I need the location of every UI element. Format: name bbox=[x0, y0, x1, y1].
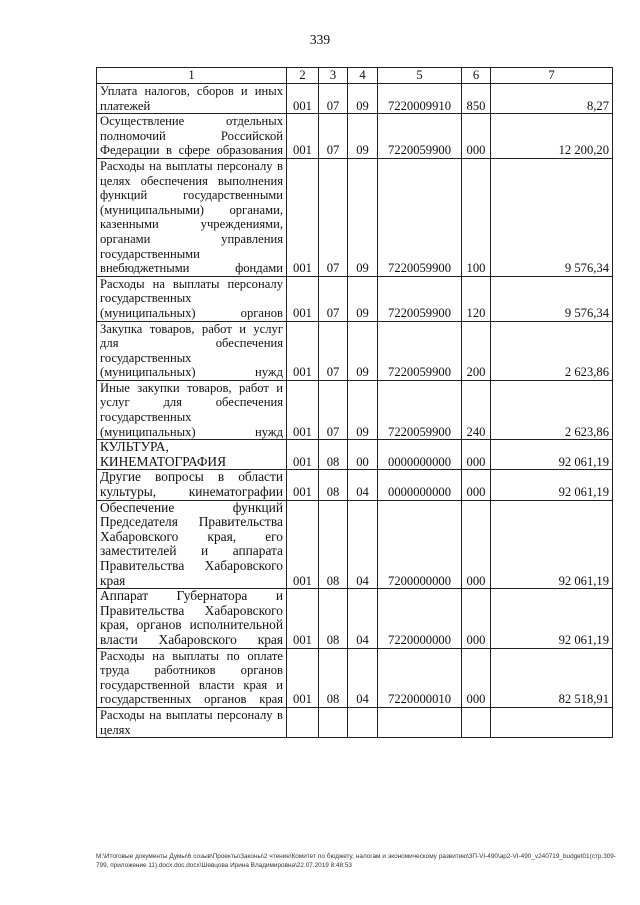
row-name: Расходы на выплаты по оплате труда работников органов государственной власти края и государственных органов края bbox=[97, 648, 287, 707]
cell-code-6: 000 bbox=[462, 114, 491, 159]
cell-code-6: 000 bbox=[462, 470, 491, 500]
cell-code-6 bbox=[462, 707, 491, 737]
row-name: КУЛЬТУРА, КИНЕМАТОГРАФИЯ bbox=[97, 440, 287, 470]
cell-amount: 9 576,34 bbox=[491, 158, 613, 276]
row-name: Осуществление отдельных полномочий Российской Федерации в сфере образования bbox=[97, 114, 287, 159]
row-name: Обеспечение функций Председателя Правительства Хабаровского края, его заместителей и аппарата Правительства Хабаровского края bbox=[97, 500, 287, 589]
table-row bbox=[97, 380, 613, 439]
cell-code-6: 200 bbox=[462, 321, 491, 380]
cell-code-3: 07 bbox=[319, 276, 348, 321]
cell-code-3: 07 bbox=[319, 380, 348, 439]
cell-code-5 bbox=[378, 707, 462, 737]
row-name: Уплата налогов, сборов и иных платежей bbox=[97, 84, 287, 114]
table-row bbox=[97, 114, 613, 159]
cell-code-6: 000 bbox=[462, 440, 491, 470]
cell-amount: 92 061,19 bbox=[491, 470, 613, 500]
cell-code-4: 09 bbox=[348, 114, 378, 159]
cell-code-3: 07 bbox=[319, 158, 348, 276]
column-header: 2 bbox=[287, 68, 319, 84]
cell-code-4: 04 bbox=[348, 470, 378, 500]
cell-amount: 2 623,86 bbox=[491, 380, 613, 439]
cell-amount: 92 061,19 bbox=[491, 589, 613, 648]
cell-code-2: 001 bbox=[287, 589, 319, 648]
row-name: Расходы на выплаты персоналу в целях bbox=[97, 707, 287, 737]
table-header-row bbox=[97, 68, 613, 84]
cell-amount: 2 623,86 bbox=[491, 321, 613, 380]
cell-code-2: 001 bbox=[287, 114, 319, 159]
cell-code-3: 07 bbox=[319, 114, 348, 159]
cell-code-4: 04 bbox=[348, 589, 378, 648]
column-header: 5 bbox=[378, 68, 462, 84]
table-row bbox=[97, 707, 613, 737]
cell-code-6: 850 bbox=[462, 84, 491, 114]
cell-amount: 12 200,20 bbox=[491, 114, 613, 159]
document-path-footer: M:\Итоговые документы Думы\6 созыв\Проекты\Законы\2 чтение\Комитет по бюджету, налогам и экономическому развитию\3П-VI-490\ap2-VI-490_v240719_budget01(стр.309-799, приложение 11).docx.doc.docx\Шевцова Ирина Владимировна\22.07.2019 8:48:53 bbox=[96, 853, 616, 869]
cell-amount: 8,27 bbox=[491, 84, 613, 114]
row-name: Расходы на выплаты персоналу в целях обеспечения выполнения функций государственными (муниципальными) органами, казенными учреждениями, органами управления государственными внебюджетными фондами bbox=[97, 158, 287, 276]
cell-code-3: 08 bbox=[319, 470, 348, 500]
cell-code-4 bbox=[348, 707, 378, 737]
table-row bbox=[97, 500, 613, 589]
cell-code-3: 07 bbox=[319, 321, 348, 380]
cell-code-2: 001 bbox=[287, 276, 319, 321]
column-header: 1 bbox=[97, 68, 287, 84]
table-row bbox=[97, 589, 613, 648]
cell-code-5: 7220059900 bbox=[378, 158, 462, 276]
table-row bbox=[97, 648, 613, 707]
cell-code-4: 09 bbox=[348, 380, 378, 439]
row-name: Другие вопросы в области культуры, кинематографии bbox=[97, 470, 287, 500]
cell-code-4: 00 bbox=[348, 440, 378, 470]
cell-code-5: 7220000010 bbox=[378, 648, 462, 707]
cell-code-4: 09 bbox=[348, 321, 378, 380]
cell-code-4: 04 bbox=[348, 500, 378, 589]
column-header: 6 bbox=[462, 68, 491, 84]
column-header: 4 bbox=[348, 68, 378, 84]
cell-code-6: 000 bbox=[462, 589, 491, 648]
cell-code-2 bbox=[287, 707, 319, 737]
cell-amount: 82 518,91 bbox=[491, 648, 613, 707]
cell-code-6: 000 bbox=[462, 500, 491, 589]
column-header: 3 bbox=[319, 68, 348, 84]
table-row bbox=[97, 470, 613, 500]
row-name: Расходы на выплаты персоналу государственных (муниципальных) органов bbox=[97, 276, 287, 321]
cell-code-2: 001 bbox=[287, 84, 319, 114]
cell-code-5: 0000000000 bbox=[378, 470, 462, 500]
cell-code-5: 7220000000 bbox=[378, 589, 462, 648]
cell-code-5: 7200000000 bbox=[378, 500, 462, 589]
budget-table bbox=[96, 67, 613, 738]
cell-amount: 9 576,34 bbox=[491, 276, 613, 321]
cell-code-2: 001 bbox=[287, 648, 319, 707]
cell-code-4: 09 bbox=[348, 158, 378, 276]
row-name: Аппарат Губернатора и Правительства Хабаровского края, органов исполнительной власти Хабаровского края bbox=[97, 589, 287, 648]
cell-code-3 bbox=[319, 707, 348, 737]
cell-code-5: 7220059900 bbox=[378, 380, 462, 439]
table-row bbox=[97, 158, 613, 276]
cell-code-3: 08 bbox=[319, 440, 348, 470]
cell-code-3: 08 bbox=[319, 500, 348, 589]
cell-code-3: 07 bbox=[319, 84, 348, 114]
cell-code-5: 0000000000 bbox=[378, 440, 462, 470]
column-header: 7 bbox=[491, 68, 613, 84]
cell-code-6: 000 bbox=[462, 648, 491, 707]
cell-code-6: 240 bbox=[462, 380, 491, 439]
cell-code-5: 7220009910 bbox=[378, 84, 462, 114]
cell-code-6: 100 bbox=[462, 158, 491, 276]
cell-code-2: 001 bbox=[287, 470, 319, 500]
cell-code-3: 08 bbox=[319, 648, 348, 707]
cell-code-5: 7220059900 bbox=[378, 276, 462, 321]
table-row bbox=[97, 440, 613, 470]
cell-code-4: 09 bbox=[348, 84, 378, 114]
cell-code-3: 08 bbox=[319, 589, 348, 648]
cell-code-2: 001 bbox=[287, 158, 319, 276]
cell-code-2: 001 bbox=[287, 321, 319, 380]
cell-amount: 92 061,19 bbox=[491, 440, 613, 470]
cell-code-2: 001 bbox=[287, 380, 319, 439]
row-name: Закупка товаров, работ и услуг для обеспечения государственных (муниципальных) нужд bbox=[97, 321, 287, 380]
page-number: 339 bbox=[309, 32, 331, 47]
cell-code-2: 001 bbox=[287, 440, 319, 470]
cell-code-6: 120 bbox=[462, 276, 491, 321]
table-row bbox=[97, 84, 613, 114]
cell-code-4: 04 bbox=[348, 648, 378, 707]
table-row bbox=[97, 321, 613, 380]
table-row bbox=[97, 276, 613, 321]
cell-amount bbox=[491, 707, 613, 737]
cell-code-2: 001 bbox=[287, 500, 319, 589]
cell-code-4: 09 bbox=[348, 276, 378, 321]
cell-amount: 92 061,19 bbox=[491, 500, 613, 589]
cell-code-5: 7220059900 bbox=[378, 321, 462, 380]
cell-code-5: 7220059900 bbox=[378, 114, 462, 159]
row-name: Иные закупки товаров, работ и услуг для обеспечения государственных (муниципальных) нужд bbox=[97, 380, 287, 439]
